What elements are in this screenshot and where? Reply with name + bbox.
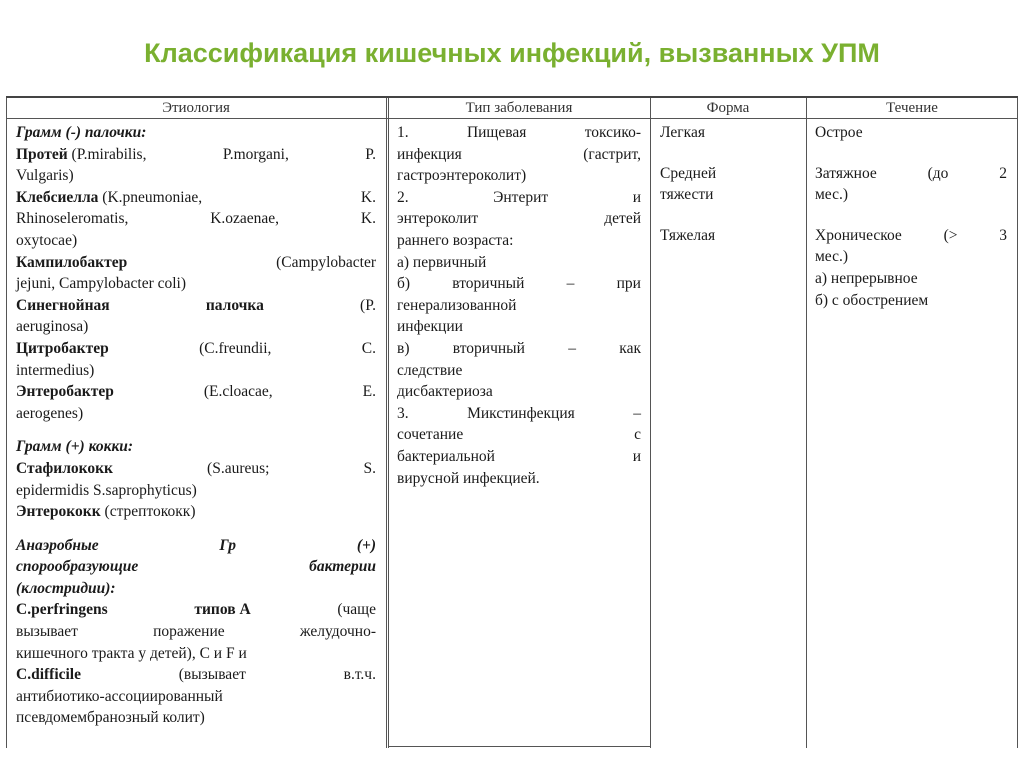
- cell-text: Энтерит: [493, 188, 549, 206]
- cell-text: (до: [927, 164, 949, 182]
- course-continuous: а) непрерывное: [815, 269, 918, 287]
- column-divider: [650, 98, 651, 748]
- course-chronic: мес.): [815, 248, 848, 266]
- perfringens-note: желудочно-: [299, 623, 376, 641]
- cell-text: с: [634, 426, 641, 444]
- course-exacerbation: б) с обострением: [815, 291, 929, 309]
- spacer: [815, 206, 1007, 225]
- staph-species: epidermidis S.saprophyticus): [16, 481, 197, 499]
- disease-type-line: [397, 208, 641, 230]
- cell-text: как: [619, 339, 641, 357]
- disease-type-line: гастроэнтероколит): [397, 167, 527, 185]
- proteus-name: Протей: [16, 145, 68, 163]
- cell-text: 2: [999, 164, 1007, 182]
- disease-type-line: [397, 446, 641, 468]
- header-disease-type: Тип заболевания: [465, 100, 573, 116]
- etiology-cell: [16, 122, 376, 729]
- anaerobe-heading-part: (+): [356, 536, 376, 554]
- proteus-line: [16, 144, 376, 166]
- cell-text: 3: [999, 226, 1007, 244]
- difficile-name: C.difficile: [16, 666, 81, 684]
- disease-type-line: [397, 424, 641, 446]
- disease-type-line: инфекции: [397, 318, 463, 336]
- cell-text: –: [633, 404, 641, 422]
- enterobacter-species: aerogenes): [16, 404, 84, 422]
- course-prolonged: мес.): [815, 186, 848, 204]
- staph-species: (S.aureus;: [207, 459, 270, 477]
- perfringens-note: (чаще: [337, 601, 376, 619]
- cell-text: сочетание: [397, 426, 464, 444]
- disease-type-line: а) первичный: [397, 253, 487, 271]
- klebsiella-species: Rhinoseleromatis,: [16, 210, 129, 228]
- pseudomonas-line: [16, 295, 376, 317]
- campylobacter-species: jejuni, Campylobacter coli): [16, 275, 187, 293]
- difficile-line: [16, 664, 376, 686]
- proteus-species: Vulgaris): [16, 167, 74, 185]
- difficile-note: псевдомембранозный колит): [16, 709, 205, 727]
- difficile-note: антибиотико-ассоциированный: [16, 687, 223, 705]
- disease-type-line: дисбактериоза: [397, 383, 493, 401]
- enterobacter-species: E.: [362, 383, 376, 401]
- klebsiella-species: K.ozaenae,: [210, 210, 280, 228]
- cell-text: Затяжное: [815, 164, 877, 182]
- campylobacter-line: [16, 252, 376, 274]
- cell-text: Пищевая: [466, 124, 527, 141]
- disease-type-line: [397, 273, 641, 295]
- proteus-species: (P.mirabilis,: [71, 145, 147, 163]
- disease-type-line: [397, 338, 641, 360]
- anaerobe-heading-part: Гр: [219, 536, 237, 554]
- cell-text: и: [632, 447, 641, 465]
- perfringens-line: [16, 599, 376, 621]
- staph-line: [16, 458, 376, 480]
- anaerobe-heading-part: спорообразующие: [16, 558, 139, 576]
- proteus-species: P.morgani,: [222, 145, 289, 163]
- cell-text: детей: [604, 210, 641, 228]
- cell-text: токсико-: [584, 124, 641, 141]
- pseudomonas-species: (P.: [360, 296, 376, 314]
- enterobacter-species: (E.cloacae,: [203, 383, 273, 401]
- klebsiella-name: Клебсиелла: [16, 188, 99, 206]
- form-medium: Средней: [660, 164, 717, 182]
- difficile-note: в.т.ч.: [343, 666, 376, 684]
- cell-text: Хроническое: [815, 226, 902, 244]
- disease-type-line: [397, 122, 641, 144]
- perfringens-note: поражение: [153, 623, 225, 641]
- column-divider: [806, 98, 807, 748]
- enterococcus-name: Энтерококк: [16, 503, 101, 521]
- column-bottom-border: [388, 746, 650, 747]
- header-course: Течение: [886, 100, 938, 116]
- cell-text: 2.: [397, 188, 409, 206]
- citrobacter-species: intermedius): [16, 361, 95, 379]
- difficile-note: (вызывает: [178, 666, 246, 684]
- gram-negative-heading: Грамм (-) палочки:: [16, 124, 147, 141]
- cell-text: Микстинфекция: [467, 404, 575, 422]
- cell-text: инфекция: [397, 145, 462, 163]
- cell-text: (>: [943, 226, 958, 244]
- anaerobe-heading: [16, 556, 376, 578]
- klebsiella-species: K.: [360, 188, 376, 206]
- citrobacter-line: [16, 338, 376, 360]
- disease-type-line: вирусной инфекцией.: [397, 469, 540, 487]
- column-divider: [386, 98, 387, 748]
- perfringens-line: [16, 621, 376, 643]
- anaerobe-heading-part: бактерии: [309, 558, 376, 576]
- disease-type-cell: [397, 122, 641, 489]
- enterococcus-note: (стрептококк): [104, 503, 196, 521]
- slide-title: Классификация кишечных инфекций, вызванных УПМ: [144, 38, 880, 68]
- form-severe: Тяжелая: [660, 226, 716, 244]
- perfringens-note: кишечного тракта у детей), C и F и: [16, 644, 247, 662]
- citrobacter-species: C.: [361, 339, 376, 357]
- cell-text: в): [397, 339, 410, 357]
- klebsiella-line: [16, 208, 376, 230]
- disease-type-line: [397, 403, 641, 425]
- perfringens-note: вызывает: [16, 623, 78, 641]
- pseudomonas-name: Синегнойная: [16, 296, 110, 314]
- disease-type-line: следствие: [397, 361, 463, 379]
- staph-species: S.: [363, 459, 376, 477]
- citrobacter-species: (C.freundii,: [199, 339, 272, 357]
- classification-table: [6, 96, 1018, 748]
- cell-text: –: [568, 339, 576, 357]
- klebsiella-species: oxytocae): [16, 231, 78, 249]
- course-prolonged: [815, 163, 1007, 185]
- cell-text: вторичный: [452, 275, 525, 293]
- enterobacter-name: Энтеробактер: [16, 383, 114, 401]
- cell-text: энтероколит: [397, 210, 479, 228]
- header-etiology: Этиология: [162, 100, 230, 116]
- anaerobe-heading: [16, 535, 376, 557]
- perfringens-name: C.perfringens: [16, 601, 108, 619]
- cell-text: (гастрит,: [583, 145, 641, 163]
- cell-text: 3.: [397, 404, 409, 422]
- anaerobe-heading-part: Анаэробные: [16, 536, 99, 554]
- course-chronic: [815, 225, 1007, 247]
- disease-type-line: генерализованной: [397, 296, 517, 314]
- form-cell: [660, 122, 800, 246]
- citrobacter-name: Цитробактер: [16, 339, 109, 357]
- column-divider: [388, 98, 389, 748]
- proteus-species: P.: [365, 145, 376, 163]
- perfringens-types: типов А: [194, 601, 251, 619]
- spacer: [660, 144, 800, 163]
- course-acute: Острое: [815, 124, 863, 141]
- campylobacter-name: Кампилобактер: [16, 253, 128, 271]
- spacer: [16, 424, 376, 436]
- cell-text: при: [616, 275, 641, 293]
- klebsiella-line: [16, 187, 376, 209]
- form-medium: тяжести: [660, 186, 714, 204]
- form-light: Легкая: [660, 124, 705, 141]
- disease-type-line: раннего возраста:: [397, 231, 514, 249]
- cell-text: и: [632, 188, 641, 206]
- spacer: [815, 144, 1007, 163]
- disease-type-line: [397, 187, 641, 209]
- pseudomonas-name: палочка: [205, 296, 264, 314]
- campylobacter-species: (Campylobacter: [276, 253, 376, 271]
- enterobacter-line: [16, 381, 376, 403]
- cell-text: вторичный: [452, 339, 525, 357]
- cell-text: –: [566, 275, 575, 293]
- staph-name: Стафилококк: [16, 459, 113, 477]
- header-form: Форма: [706, 100, 750, 116]
- anaerobe-heading: (клостридии):: [16, 579, 116, 597]
- gram-positive-heading: Грамм (+) кокки:: [16, 438, 134, 456]
- cell-text: б): [397, 275, 411, 293]
- header-divider: [6, 118, 1018, 119]
- klebsiella-species: K.: [360, 210, 376, 228]
- cell-text: бактериальной: [397, 447, 495, 465]
- table-left-border: [6, 98, 7, 748]
- course-cell: [815, 122, 1007, 311]
- spacer: [660, 206, 800, 225]
- spacer: [16, 523, 376, 535]
- table-right-border: [1017, 98, 1018, 748]
- disease-type-line: [397, 144, 641, 166]
- cell-text: 1.: [397, 124, 409, 141]
- klebsiella-species: (K.pneumoniae,: [102, 188, 203, 206]
- pseudomonas-species: aeruginosa): [16, 318, 89, 336]
